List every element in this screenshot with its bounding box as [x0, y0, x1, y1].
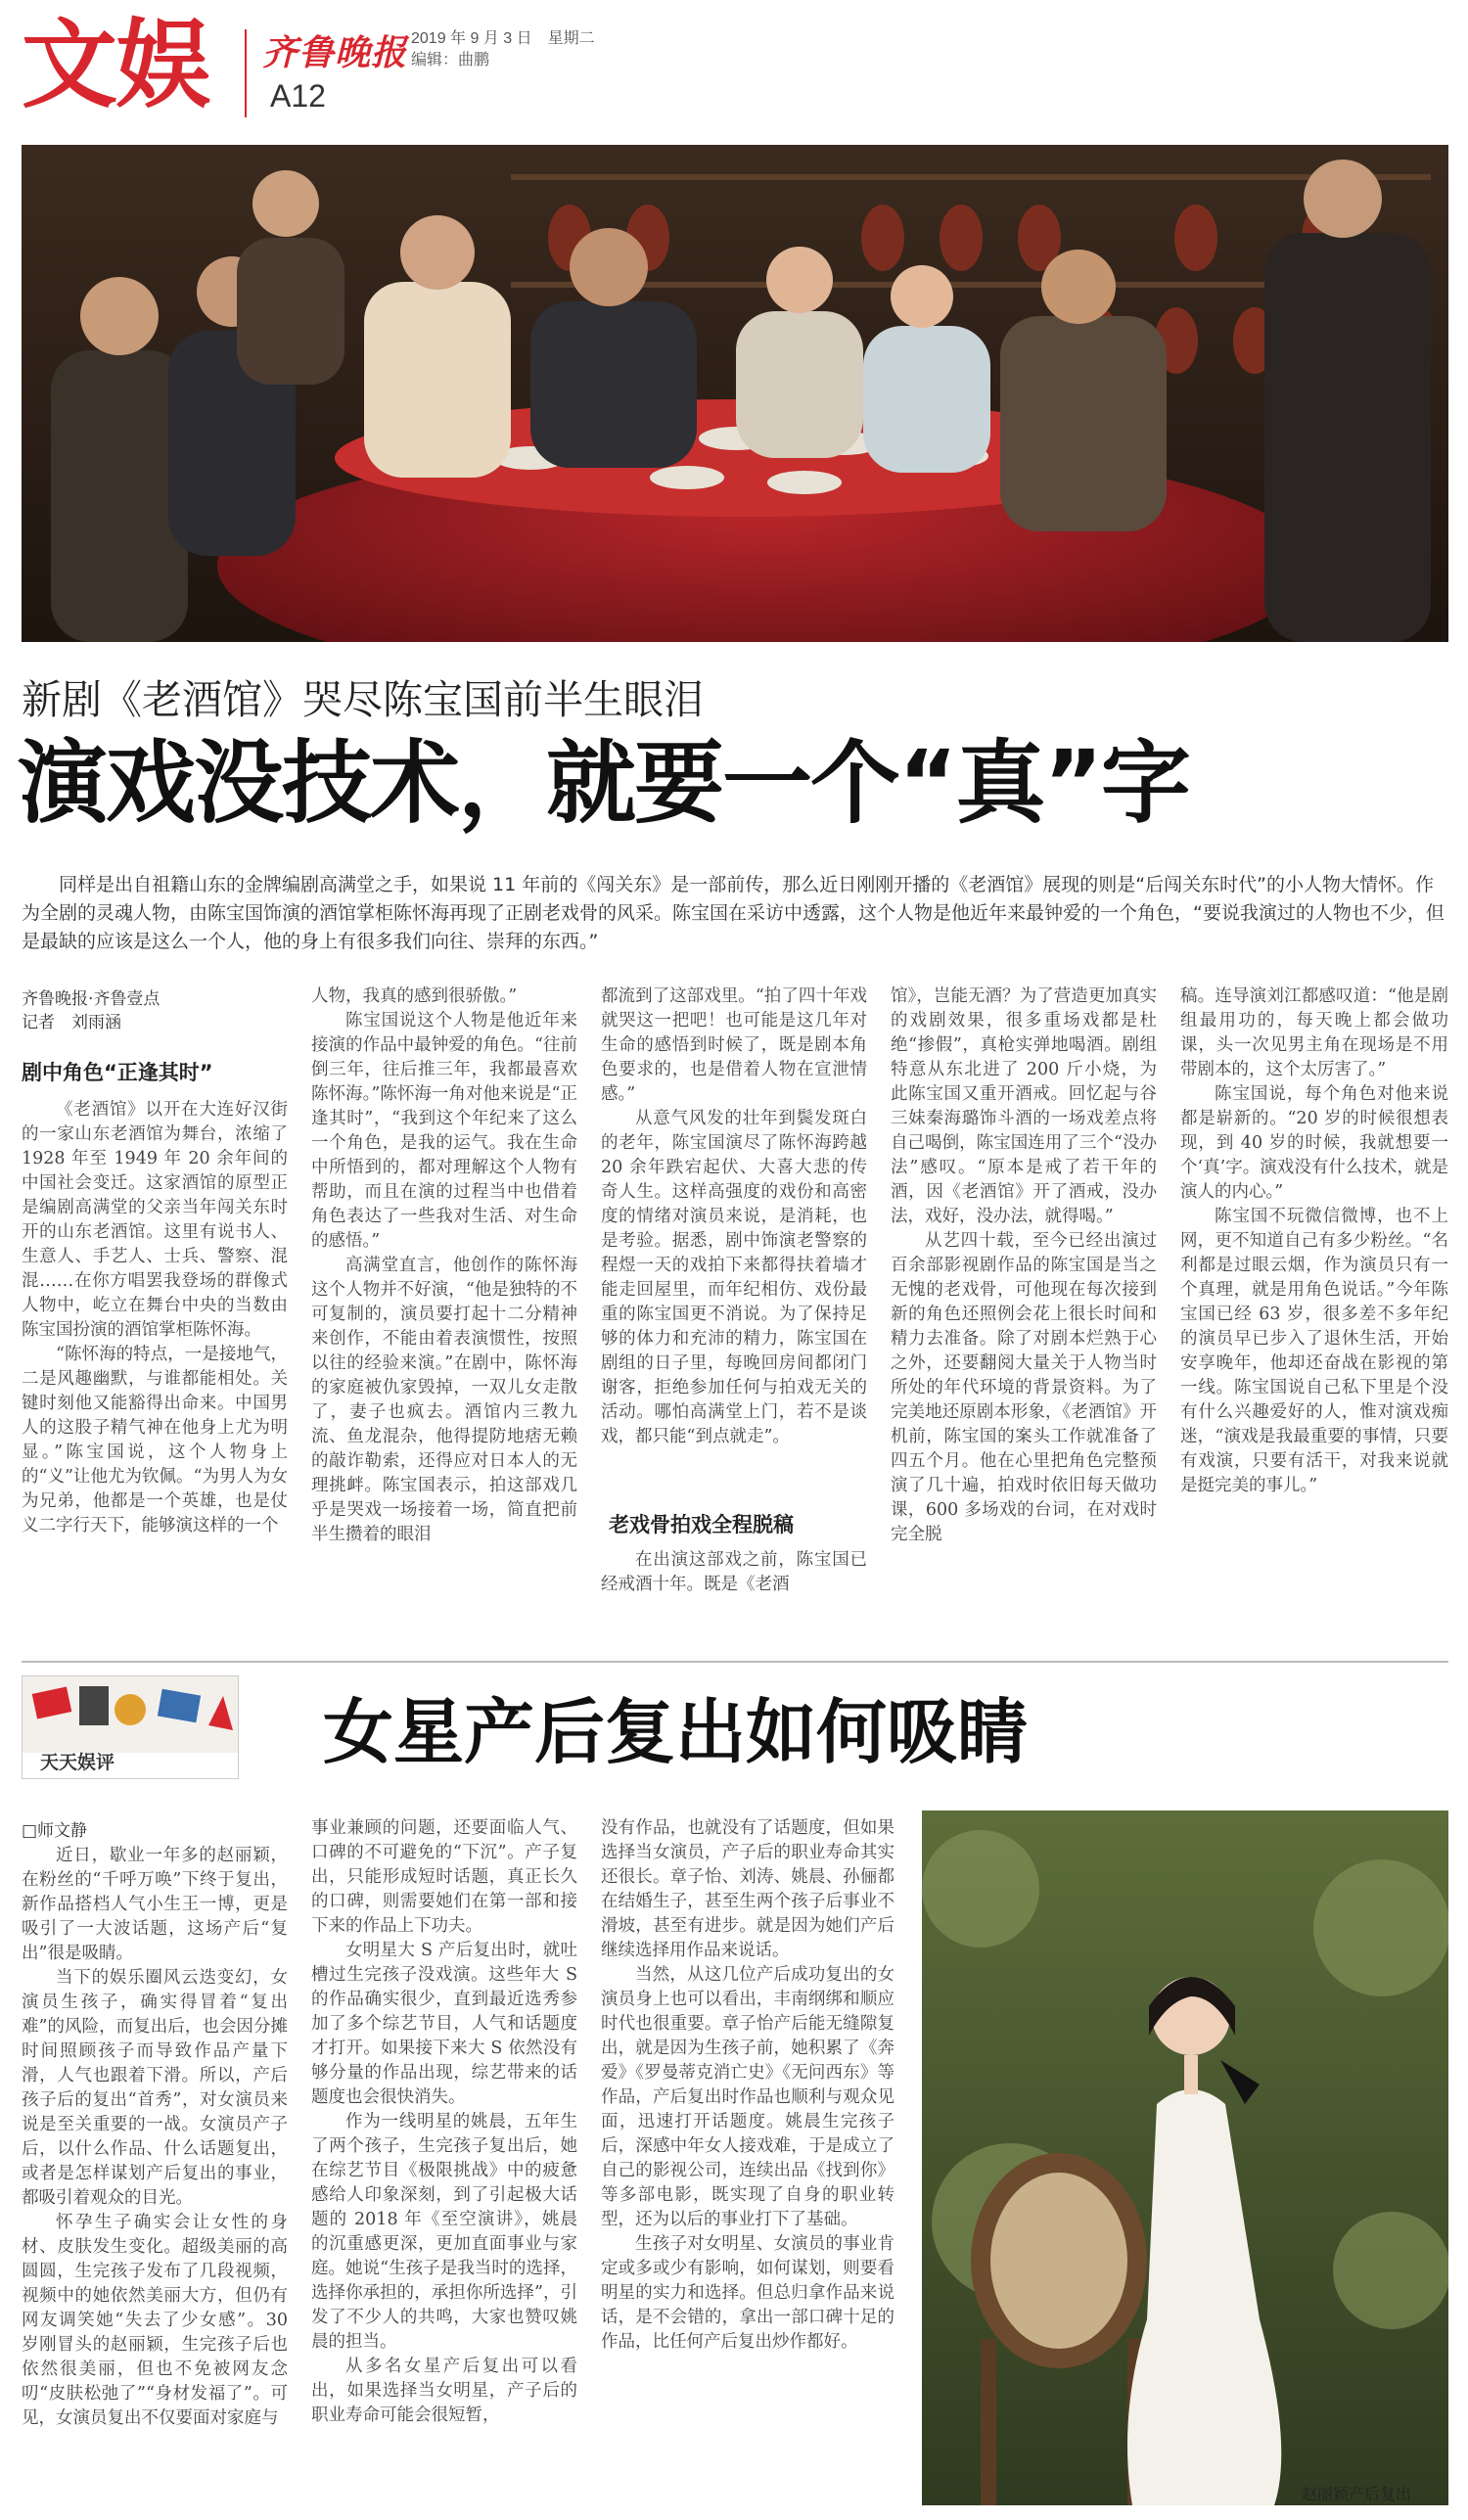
paragraph: 生孩子对女明星、女演员的事业肯定或多或少有影响，如何谋划，则要看明星的实力和选择。但总归拿作品来说话，是不会错的，拿出一部口碑十足的作品，比任何产后复出炒作都好。: [601, 2234, 895, 2352]
actress-photo: [922, 1810, 1448, 2505]
paragraph: “陈怀海的特点，一是接地气，二是风趣幽默，与谁都能相处。关键时刻他又能豁得出命来。中国男人的这股子精气神在他身上尤为明显。”陈宝国说，这个人物身上的“义”让他尤为钦佩。“为男人为女为兄弟，他都是一个英雄，也是仗义二字行天下，能够演这样的一个: [22, 1345, 288, 1535]
article2-headline: 女星产后复出如何吸睛: [323, 1691, 1029, 1773]
paragraph: 当下的娱乐圈风云迭变幻，女演员生孩子，确实得冒着“复出难”的风险，而复出后，也会因分摊时间照顾孩子而导致作品产量下滑，人气也跟着下滑。所以，产后孩子后的复出“首秀”，对女演员来说是至关重要的一战。女演员产子后，以什么作品、什么话题复出，或者是怎样谋划产后复出的事业，都吸引着观众的目光。: [22, 1968, 288, 2208]
subhead-script: 老戏骨拍戏全程脱稿: [609, 1513, 794, 1536]
section-divider: [22, 1661, 1448, 1663]
paragraph: 馆》，岂能无酒？为了营造更加真实的戏剧效果，很多重场戏都是杜绝“掺假”，真枪实弹地喝酒。剧组特意从东北进了 200 斤小烧，为此陈宝国又重开酒戒。回忆起与谷三妹秦海璐饰斗酒的一场戏差点将自己喝倒，陈宝国连用了三个“没办法”感叹。“原本是戒了若干年的酒，因《老酒馆》开了酒戒，没办法，戏好，没办法，就得喝。”: [891, 986, 1157, 1226]
paragraph: 没有作品，也就没有了话题度，但如果选择当女演员，产子后的职业寿命其实还很长。章子怡、刘涛、姚晨、孙俪都在结婚生子，甚至生两个孩子后事业不滑坡，甚至有进步。就是因为她们产后继续选择用作品来说话。: [601, 1818, 895, 1960]
column-badge-icon: [23, 1676, 238, 1753]
paragraph: 女明星大 S 产后复出时，就吐槽过生完孩子没戏演。这些年大 S 的作品确实很少，直到最近选秀参加了多个综艺节目，人气和话题度才打开。如果接下来大 S 依然没有够分量的作品出现，综艺带来的话题度也会很快消失。: [311, 1941, 577, 2107]
paragraph: 在出演这部戏之前，陈宝国已经戒酒十年。既是《老酒: [601, 1550, 867, 1594]
paragraph: 从多名女星产后复出可以看出，如果选择当女明星，产子后的职业寿命可能会很短暂，: [311, 2357, 577, 2425]
byline-organization: 齐鲁晚报·齐鲁壹点: [22, 989, 161, 1009]
subhead-role: 剧中角色“正逢其时”: [22, 1061, 213, 1084]
article2-byline: □师文静: [22, 1821, 88, 1841]
header-divider: [245, 29, 247, 117]
paragraph: 陈宝国说这个人物是他近年来接演的作品中最钟爱的角色。“往前倒三年，往后推三年，我都最喜欢陈怀海。”陈怀海一角对他来说是“正逢其时”，“我到这个年纪来了这么一个角色，是我的运气。我在生命中所悟到的，都对理解这个人物有帮助，而且在演的过程当中也借着角色表达了一些我对生活、对生命的感悟。”: [311, 1011, 577, 1251]
article2-column-1: [22, 1844, 288, 2505]
article2-column-3: [601, 1816, 895, 2505]
paragraph: 近日，歇业一年多的赵丽颖，在粉丝的“千呼万唤”下终于复出，新作品搭档人气小生王一博，更是吸引了一大波话题，这场产后“复出”很是吸睛。: [22, 1846, 288, 1963]
section-title: 文娱: [22, 10, 210, 121]
page-number: A12: [270, 78, 326, 114]
article1-column-3-tail: [601, 1548, 867, 1646]
newspaper-logo: 齐鲁晚报: [262, 32, 408, 73]
paragraph: 事业兼顾的问题，还要面临人气、口碑的不可避免的“下沉”。产子复出，只能形成短时话题，真正长久的口碑，则需要她们在第一部和接下来的作品上下功夫。: [311, 1818, 577, 1936]
paragraph: 稿。连导演刘江都感叹道：“他是剧组最用功的，每天晚上都会做功课，头一次见男主角在现场是不用带剧本的，这个太厉害了。”: [1180, 986, 1448, 1079]
editor-credit: 编辑：曲鹏: [411, 52, 490, 69]
drama-still-photo: [22, 145, 1448, 642]
article-kicker: 新剧《老酒馆》哭尽陈宝国前半生眼泪: [22, 676, 704, 723]
paragraph: 《老酒馆》以开在大连好汉街的一家山东老酒馆为舞台，浓缩了 1928 年至 1949 年 20 余年间的中国社会变迁。这家酒馆的原型正是编剧高满堂的父亲当年闯关东时开的山东老酒馆。这里有说书人、生意人、手艺人、士兵、警察、混混……在你方唱罢我登场的群像式人物中，屹立在舞台中央的当数由陈宝国扮演的酒馆掌柜陈怀海。: [22, 1100, 288, 1340]
article1-column-5: [1180, 985, 1448, 1646]
paragraph: 人物，我真的感到很骄傲。”: [311, 986, 518, 1006]
paragraph: 当然，从这几位产后成功复出的女演员身上也可以看出，丰南纲绑和顺应时代也很重要。章子怡产后能无缝隙复出，就是因为生孩子前，她积累了《奔爱》《罗曼蒂克消亡史》《无问西东》等作品，产后复出时作品也顺利与观众见面，迅速打开话题度。姚晨生完孩子后，深感中年女人接戏难，于是成立了自己的影视公司，连续出品《找到你》等多部电影，既实现了自身的职业转型，还为以后的事业打下了基础。: [601, 1965, 895, 2229]
article1-column-2: [311, 985, 577, 1646]
article1-column-1: [22, 1098, 288, 1646]
article2-column-2: [311, 1816, 577, 2505]
paragraph: 陈宝国不玩微信微博，也不上网，更不知道自己有多少粉丝。“名利都是过眼云烟，作为演员只有一个真理，就是用角色说话。”今年陈宝国已经 63 岁，很多差不多年纪的演员早已步入了退休生活，开始安享晚年，他却还奋战在影视的第一线。陈宝国说自己私下里是个没有什么兴趣爱好的人，惟对演戏痴迷，“演戏是我最重要的事情，只要有戏演，只要有活干，对我来说就是挺完美的事儿。”: [1180, 1207, 1448, 1495]
byline-reporter: 记者 刘雨涵: [22, 1013, 121, 1032]
issue-date: 2019 年 9 月 3 日 星期二: [411, 30, 595, 47]
paragraph: 高满堂直言，他创作的陈怀海这个人物并不好演，“他是独特的不可复制的，演员要打起十二分精神来创作，不能由着表演惯性，按照以往的经验来演。”在剧中，陈怀海的家庭被仇家毁掉，一双儿女走散了，妻子也疯去。酒馆内三教九流、鱼龙混杂，他得提防地痞无赖的敲诈勒索，还得应对日本人的无理挑衅。陈宝国表示，拍这部戏几乎是哭戏一场接着一场，简直把前半生攒着的眼泪: [311, 1256, 577, 1544]
paragraph: 从艺四十载，至今已经出演过百余部影视剧作品的陈宝国是当之无愧的老戏骨，可他现在每次接到新的角色还照例会花上很长时间和精力去准备。除了对剧本烂熟于心之外，还要翻阅大量关于人物当时所处的年代环境的背景资料。为了完美地还原剧本形象，《老酒馆》开机前，陈宝国的案头工作就准备了四五个月。他在心里把角色完整预演了几十遍，拍戏时依旧每天做功课，600 多场戏的台词，在对戏时完全脱: [891, 1231, 1157, 1544]
article1-column-3: [601, 985, 867, 1498]
photo-caption: 赵丽颖产后复出: [1302, 2485, 1412, 2503]
article-headline: 演戏没技术，就要一个“真”字: [18, 731, 1189, 836]
column-badge: [22, 1675, 239, 1779]
column-label: 天天娱评: [40, 1752, 115, 1773]
paragraph: 作为一线明星的姚晨，五年生了两个孩子，生完孩子复出后，她在综艺节目《极限挑战》中的疲惫感给人印象深刻，到了引起极大话题的 2018 年《至空演讲》，姚晨的沉重感更深，更加直面事业与家庭。她说“生孩子是我当时的选择，选择你承担的，承担你所选择”，引发了不少人的共鸣，大家也赞叹姚晨的担当。: [311, 2112, 577, 2352]
article1-column-4: [891, 985, 1157, 1646]
paragraph: 从意气风发的壮年到鬓发斑白的老年，陈宝国演尽了陈怀海跨越 20 余年跌宕起伏、大喜大悲的传奇人生。这样高强度的戏份和高密度的情绪对演员来说，是消耗，也是考验。据悉，剧中饰演老警察的程煜一天的戏拍下来都得扶着墙才能走回屋里，而年纪相仿、戏份最重的陈宝国更不消说。为了保持足够的体力和充沛的精力，陈宝国在剧组的日子里，每晚回房间都闭门谢客，拒绝参加任何与拍戏无关的活动。哪怕高满堂上门，若不是谈戏，都只能“到点就走”。: [601, 1109, 867, 1446]
paragraph: 都流到了这部戏里。“拍了四十年戏就哭这一把吧！也可能是这几年对生命的感悟到时候了，既是剧本角色要求的，也是借着人物在宣泄情感。”: [601, 986, 867, 1104]
paragraph: 怀孕生子确实会让女性的身材、皮肤发生变化。超级美丽的高圆圆，生完孩子发布了几段视频，视频中的她依然美丽大方，但仍有网友调笑她“失去了少女感”。30 岁刚冒头的赵丽颖，生完孩子后也依然很美丽，但也不免被网友念叨“皮肤松弛了”“身材发福了”。可见，女演员复出不仅要面对家庭与: [22, 2213, 288, 2428]
paragraph: 陈宝国说，每个角色对他来说都是崭新的。“20 岁的时候很想表现，到 40 岁的时候，我就想要一个‘真’字。演戏没有什么技术，就是演人的内心。”: [1180, 1084, 1448, 1202]
article-lede: 同样是出自祖籍山东的金牌编剧高满堂之手，如果说 11 年前的《闯关东》是一部前传，那么近日刚刚开播的《老酒馆》展现的则是“后闯关东时代”的小人物大情怀。作为全剧的灵魂人物，由陈宝国饰演的酒馆掌柜陈怀海再现了正剧老戏骨的风采。陈宝国在采访中透露，这个人物是他近年来最钟爱的一个角色，“要说我演过的人物也不少，但是最缺的应该是这么一个人，他的身上有很多我们向往、崇拜的东西。”: [22, 874, 1445, 952]
